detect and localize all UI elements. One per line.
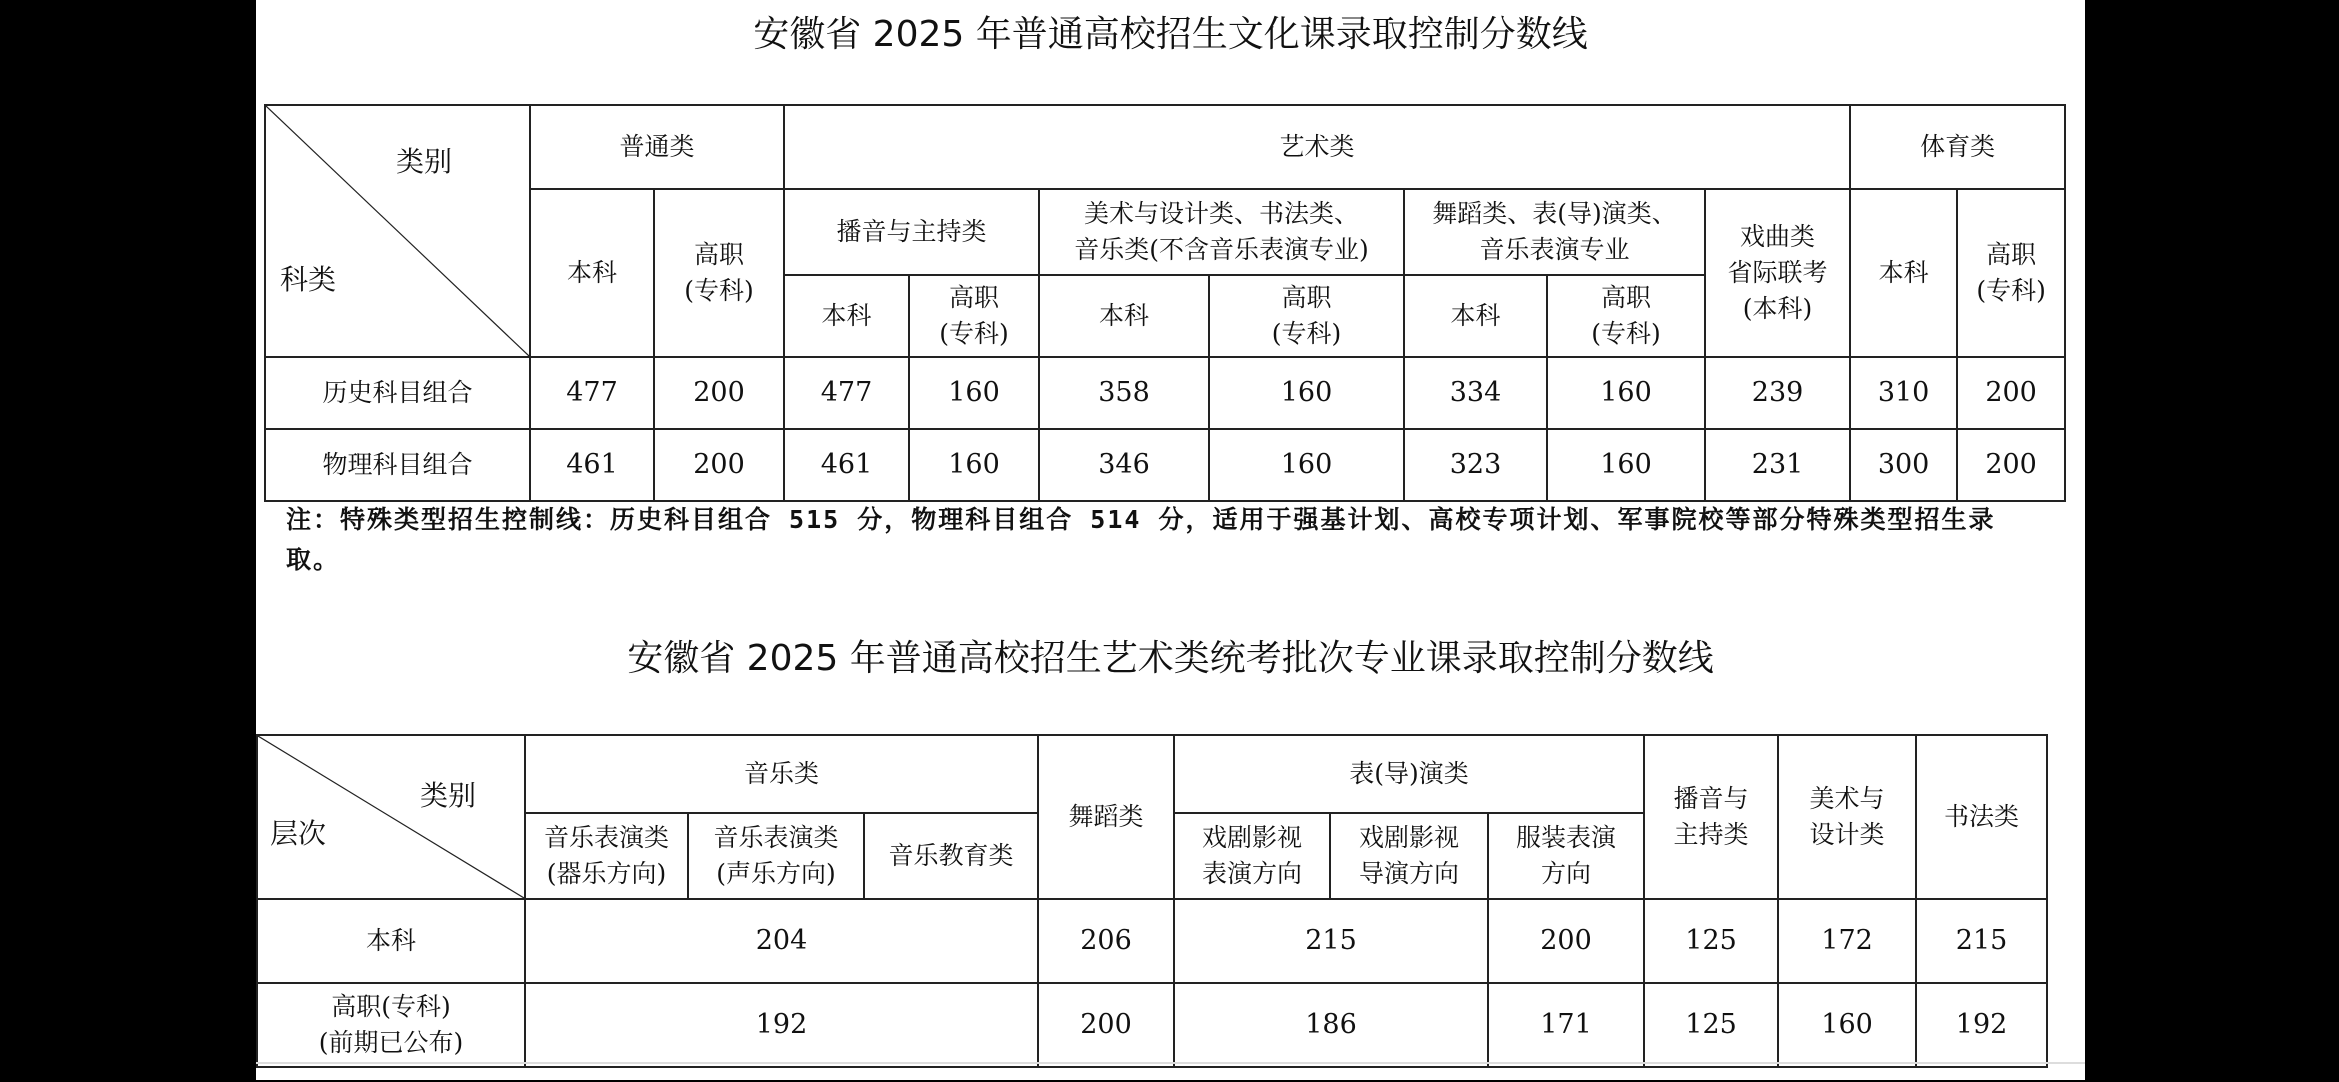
score-cell: 310	[1850, 357, 1957, 429]
score-cell: 192	[525, 983, 1038, 1067]
score-cell: 323	[1404, 429, 1547, 501]
score-cell: 200	[1957, 429, 2065, 501]
culture-score-table	[264, 104, 2066, 502]
score-cell: 204	[525, 899, 1038, 983]
score-cell: 160	[1209, 429, 1404, 501]
dance-header: 舞蹈类	[1038, 735, 1174, 899]
fine-art-benke-header: 本科	[1039, 275, 1209, 357]
score-cell: 160	[1547, 357, 1705, 429]
sport-benke-header: 本科	[1850, 189, 1957, 357]
dance-header: 舞蹈类、表(导)演类、 音乐表演专业	[1404, 189, 1705, 275]
opera-header: 戏曲类 省际联考 (本科)	[1705, 189, 1850, 357]
page-bottom-edge	[256, 1062, 2085, 1082]
document-page	[256, 0, 2085, 1080]
art-major-score-table	[256, 734, 2048, 1068]
score-cell: 358	[1039, 357, 1209, 429]
costume-performance-header: 服装表演 方向	[1488, 813, 1644, 899]
score-cell: 200	[1957, 357, 2065, 429]
level-label: 层次	[270, 817, 327, 850]
score-cell: 160	[1209, 357, 1404, 429]
drama-performance-header: 戏剧影视 表演方向	[1174, 813, 1330, 899]
score-cell: 200	[1038, 983, 1174, 1067]
score-cell: 172	[1778, 899, 1916, 983]
table1-title: 安徽省 2025 年普通高校招生文化课录取控制分数线	[753, 14, 1588, 55]
dance-gaozhi-header: 高职 (专科)	[1547, 275, 1705, 357]
sport-gaozhi-header: 高职 (专科)	[1957, 189, 2065, 357]
broadcast-benke-header: 本科	[784, 275, 909, 357]
score-cell: 160	[1547, 429, 1705, 501]
category-label: 类别	[396, 145, 453, 178]
dance-benke-header: 本科	[1404, 275, 1547, 357]
category-label: 类别	[420, 779, 477, 812]
special-type-note: 注：特殊类型招生控制线：历史科目组合 515 分，物理科目组合 514 分，适用于强基计划、高校专项计划、军事院校等部分特殊类型招生录取。	[286, 505, 1996, 574]
score-cell: 477	[784, 357, 909, 429]
score-cell: 231	[1705, 429, 1850, 501]
broadcast-gaozhi-header: 高职 (专科)	[909, 275, 1039, 357]
subject-type-label: 科类	[280, 263, 337, 296]
score-cell: 171	[1488, 983, 1644, 1067]
score-cell: 160	[1778, 983, 1916, 1067]
fine-art-header: 美术与设计类、书法类、 音乐类(不含音乐表演专业)	[1039, 189, 1404, 275]
table-row	[265, 429, 2065, 501]
general-gaozhi-header: 高职 (专科)	[654, 189, 784, 357]
score-cell: 477	[530, 357, 654, 429]
row-label: 高职(专科) (前期已公布)	[257, 983, 525, 1067]
score-cell: 239	[1705, 357, 1850, 429]
table-row	[257, 983, 2047, 1067]
general-header: 普通类	[530, 105, 784, 189]
score-cell: 200	[654, 429, 784, 501]
music-education-header: 音乐教育类	[864, 813, 1038, 899]
calligraphy-header: 书法类	[1916, 735, 2047, 899]
drama-directing-header: 戏剧影视 导演方向	[1330, 813, 1488, 899]
score-cell: 186	[1174, 983, 1488, 1067]
score-cell: 125	[1644, 983, 1778, 1067]
design-header: 美术与 设计类	[1778, 735, 1916, 899]
score-cell: 300	[1850, 429, 1957, 501]
score-cell: 160	[909, 429, 1039, 501]
sport-header: 体育类	[1850, 105, 2065, 189]
fine-art-gaozhi-header: 高职 (专科)	[1209, 275, 1404, 357]
score-cell: 200	[654, 357, 784, 429]
score-cell: 200	[1488, 899, 1644, 983]
row-label: 历史科目组合	[265, 357, 530, 429]
music-instrument-header: 音乐表演类 (器乐方向)	[525, 813, 688, 899]
table2-title: 安徽省 2025 年普通高校招生艺术类统考批次专业课录取控制分数线	[627, 638, 1714, 679]
general-benke-header: 本科	[530, 189, 654, 357]
score-cell: 215	[1916, 899, 2047, 983]
art-header: 艺术类	[784, 105, 1850, 189]
row-label: 物理科目组合	[265, 429, 530, 501]
score-cell: 192	[1916, 983, 2047, 1067]
acting-header: 表(导)演类	[1174, 735, 1644, 813]
score-cell: 461	[784, 429, 909, 501]
score-cell: 346	[1039, 429, 1209, 501]
table-row	[265, 357, 2065, 429]
score-cell: 461	[530, 429, 654, 501]
score-cell: 334	[1404, 357, 1547, 429]
score-cell: 206	[1038, 899, 1174, 983]
music-vocal-header: 音乐表演类 (声乐方向)	[688, 813, 864, 899]
table-row	[257, 899, 2047, 983]
diagonal-header-cell	[265, 105, 530, 357]
music-header: 音乐类	[525, 735, 1038, 813]
diagonal-header-cell	[257, 735, 525, 899]
broadcast-header: 播音与 主持类	[1644, 735, 1778, 899]
score-cell: 125	[1644, 899, 1778, 983]
broadcast-header: 播音与主持类	[784, 189, 1039, 275]
score-cell: 160	[909, 357, 1039, 429]
row-label: 本科	[257, 899, 525, 983]
score-cell: 215	[1174, 899, 1488, 983]
